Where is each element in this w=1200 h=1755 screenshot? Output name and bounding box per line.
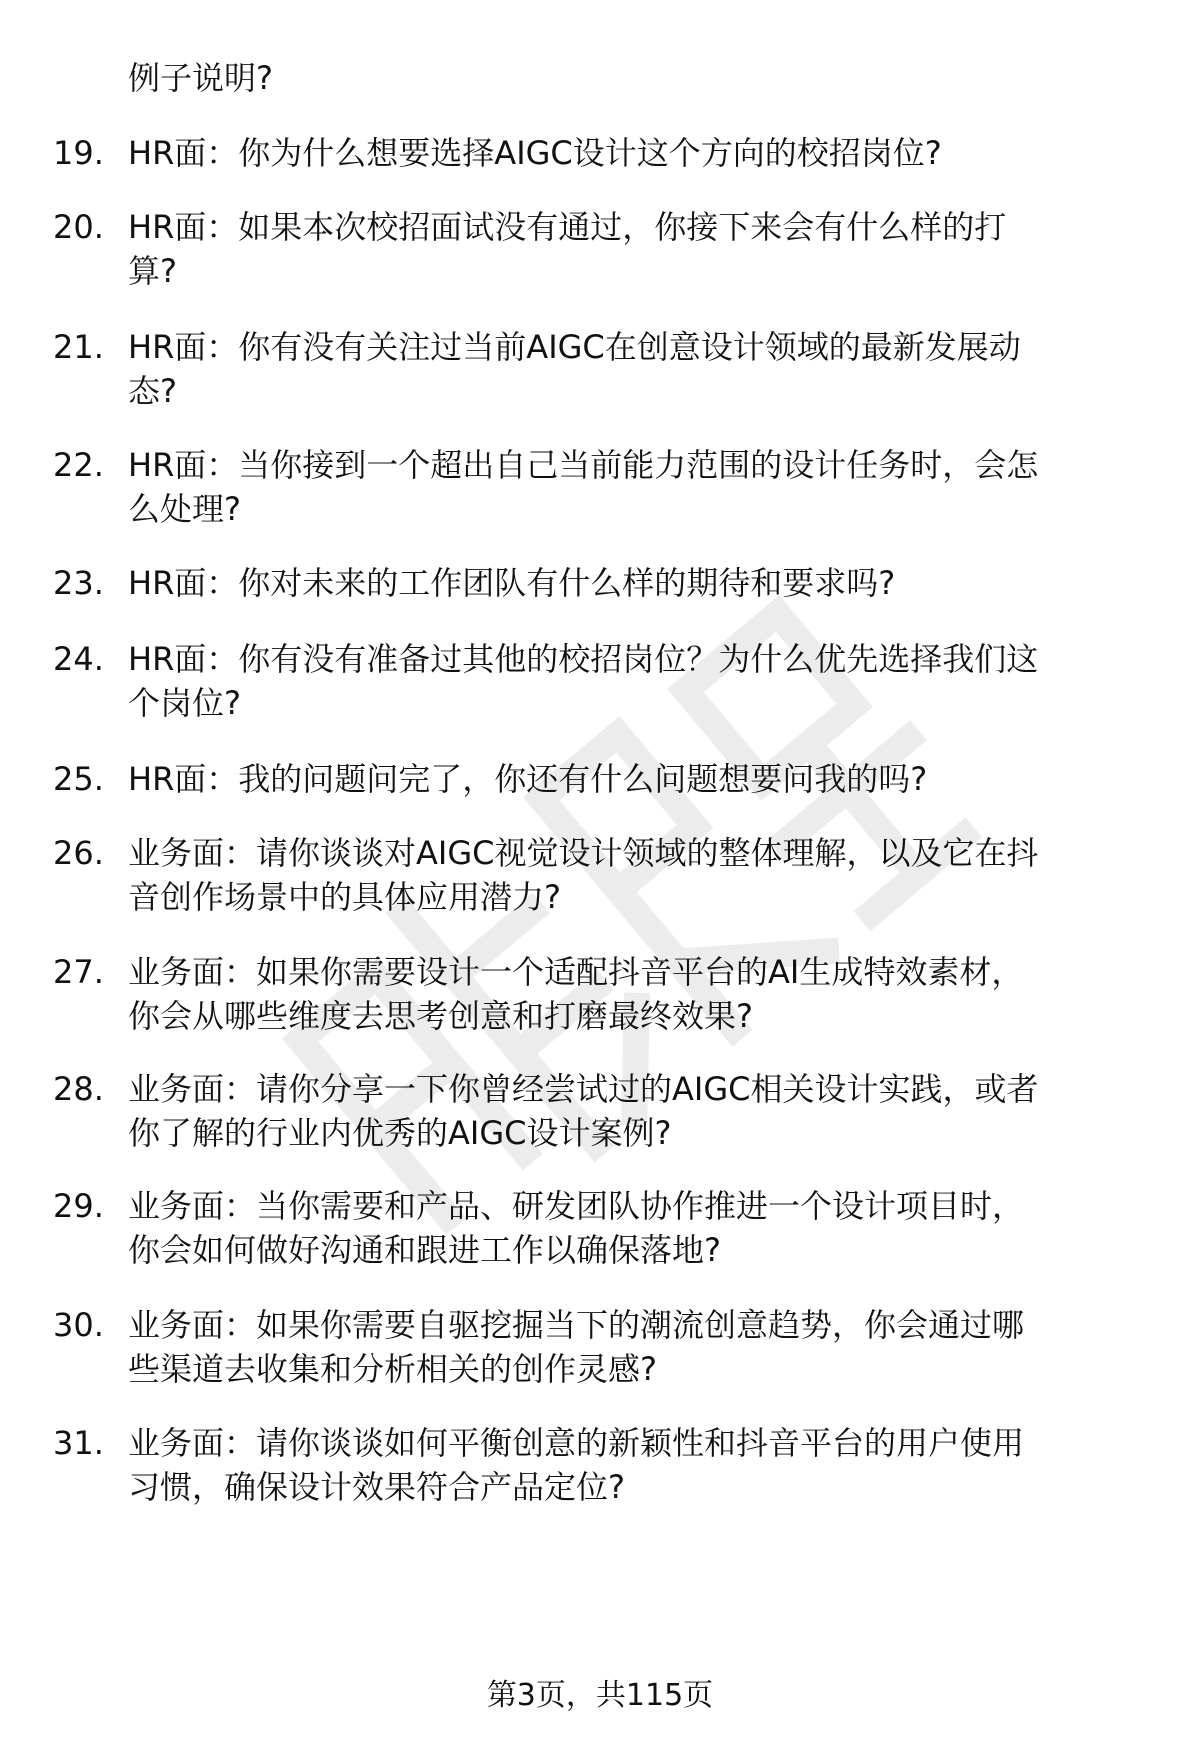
item-text: HR面：你对未来的工作团队有什么样的期待和要求吗? — [128, 564, 896, 602]
item-text: HR面：你有没有准备过其他的校招岗位？为什么优先选择我们这 — [128, 640, 1039, 678]
item-number: 29. — [53, 1187, 104, 1225]
item-number: 30. — [53, 1306, 104, 1344]
item-text: 业务面：请你分享一下你曾经尝试过的AIGC相关设计实践，或者 — [128, 1070, 1039, 1108]
item-text: HR面：你有没有关注过当前AIGC在创意设计领域的最新发展动 — [128, 328, 1021, 366]
item-number: 20. — [53, 208, 104, 246]
item-text: 业务面：请你谈谈对AIGC视觉设计领域的整体理解，以及它在抖 — [128, 834, 1039, 872]
item-number: 24. — [53, 640, 104, 678]
item-text: 态? — [128, 372, 177, 410]
item-text: HR面：我的问题问完了，你还有什么问题想要问我的吗? — [128, 760, 928, 798]
item-text: 么处理? — [128, 490, 241, 528]
item-text: 算? — [128, 252, 177, 290]
item-text: HR面：你为什么想要选择AIGC设计这个方向的校招岗位? — [128, 134, 942, 172]
item-text: HR面：当你接到一个超出自己当前能力范围的设计任务时，会怎 — [128, 446, 1039, 484]
item-text: 业务面：如果你需要设计一个适配抖音平台的AI生成特效素材， — [128, 953, 1024, 991]
item-text: 业务面：请你谈谈如何平衡创意的新颖性和抖音平台的用户使用 — [128, 1424, 1025, 1462]
item-number: 27. — [53, 953, 104, 991]
item-text: 你了解的行业内优秀的AIGC设计案例? — [128, 1114, 672, 1152]
item-text: 些渠道去收集和分析相关的创作灵感? — [128, 1350, 657, 1388]
item-text: HR面：如果本次校招面试没有通过，你接下来会有什么样的打 — [128, 208, 1007, 246]
item-text: 业务面：当你需要和产品、研发团队协作推进一个设计项目时， — [128, 1187, 1025, 1225]
item-number: 19. — [53, 134, 104, 172]
item-number: 21. — [53, 328, 104, 366]
item-number: 22. — [53, 446, 104, 484]
item-number: 28. — [53, 1070, 104, 1108]
page-footer: 第3页，共115页 — [486, 1678, 714, 1713]
item-text: 你会如何做好沟通和跟进工作以确保落地? — [128, 1231, 721, 1269]
item-text: 业务面：如果你需要自驱挖掘当下的潮流创意趋势，你会通过哪 — [128, 1306, 1025, 1344]
item-number: 26. — [53, 834, 104, 872]
item-text: 例子说明? — [128, 59, 273, 97]
item-text: 音创作场景中的具体应用潜力? — [128, 878, 561, 916]
item-number: 23. — [53, 564, 104, 602]
item-number: 25. — [53, 760, 104, 798]
item-text: 习惯，确保设计效果符合产品定位? — [128, 1468, 625, 1506]
item-text: 个岗位? — [128, 684, 241, 722]
item-number: 31. — [53, 1424, 104, 1462]
item-text: 你会从哪些维度去思考创意和打磨最终效果? — [128, 997, 753, 1035]
